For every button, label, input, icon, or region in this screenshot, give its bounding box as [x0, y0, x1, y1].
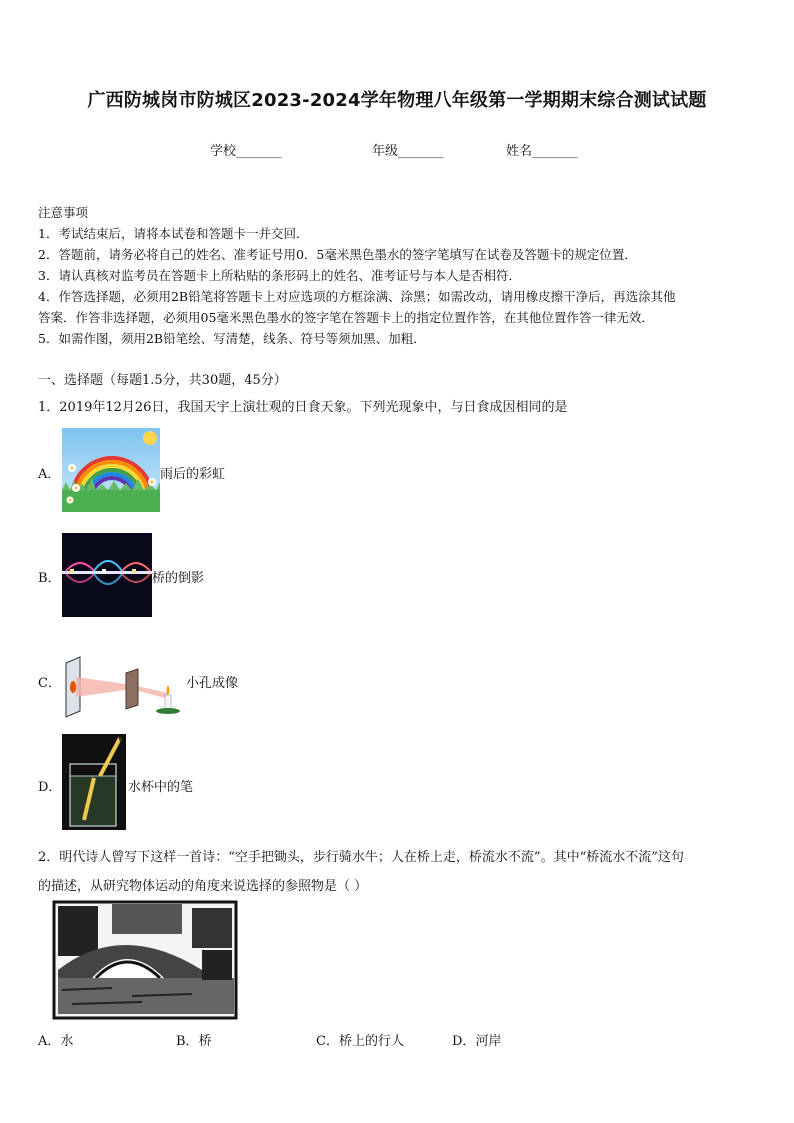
option-c-text: 小孔成像	[186, 676, 239, 691]
notes-item: 答案．作答非选择题，必须用05毫米黑色墨水的签字笔在答题卡上的指定位置作答，在其他位置作答一律无效．	[38, 310, 654, 325]
notes-item: 2．答题前，请务必将自己的姓名、准考证号用0．5毫米黑色墨水的签字笔填写在试卷及答题卡的规定位置．	[38, 247, 637, 262]
option-d-text: 水杯中的笔	[128, 780, 194, 795]
option-a-text: 雨后的彩虹	[160, 467, 226, 482]
q2-option-d-label: D．	[452, 1034, 476, 1049]
exam-title: 广西防城岗市防城区2023-2024学年物理八年级第一学期期末综合测试试题	[87, 90, 707, 111]
q2-option-c	[316, 1030, 404, 1049]
q2-option-a-label: A．	[38, 1034, 61, 1049]
name-field: 姓名_______	[506, 144, 578, 159]
notes-item: 5．如需作图，须用2B铅笔绘、写清楚，线条、符号等须加黑、加粗．	[38, 331, 426, 346]
question-1-stem: 1．2019年12月26日，我国天宇上演壮观的日食天象。下列光现象中，与日食成因相同的是	[38, 400, 568, 415]
q2-option-b-text: 桥	[198, 1034, 212, 1049]
notes-item: 4．作答选择题，必须用2B铅笔将答题卡上对应选项的方框涂满、涂黑；如需改动，请用橡皮擦干净后，再选涂其他	[38, 289, 676, 304]
question-2-stem-line1: 2．明代诗人曾写下这样一首诗：“空手把锄头，步行骑水牛；人在桥上走，桥流水不流”。其中“桥流水不流”这句	[38, 850, 684, 865]
stone-bridge-image	[52, 900, 238, 1020]
section-heading: 一、选择题（每题1.5分，共30题，45分）	[38, 373, 287, 388]
q2-option-b	[176, 1030, 212, 1049]
q2-option-b-label: B．	[176, 1034, 199, 1049]
notes-item: 3．请认真核对监考员在答题卡上所粘贴的条形码上的姓名、准考证号与本人是否相符．	[38, 268, 521, 283]
option-d-label: D．	[38, 780, 62, 795]
question-2-stem-line2: 的描述，从研究物体运动的角度来说选择的参照物是（ ）	[38, 879, 368, 894]
pencil-in-cup-image	[62, 734, 126, 830]
q2-option-d	[452, 1030, 501, 1049]
notes-heading: 注意事项	[38, 205, 89, 220]
school-field: 学校_______	[210, 144, 282, 159]
q2-option-a	[38, 1030, 73, 1049]
q2-option-d-text: 河岸	[475, 1034, 502, 1049]
q2-option-a-text: 水	[60, 1034, 74, 1049]
pinhole-image	[62, 655, 182, 720]
q2-option-c-text: 桥上的行人	[338, 1034, 404, 1049]
rainbow-image	[62, 428, 160, 512]
option-b-label: B．	[38, 571, 61, 586]
option-a-label: A．	[38, 467, 61, 482]
grade-field: 年级_______	[372, 144, 444, 159]
notes-item: 1．考试结束后，请将本试卷和答题卡一并交回．	[38, 226, 309, 241]
q2-option-c-label: C．	[316, 1034, 339, 1049]
bridge-reflection-image	[62, 533, 152, 617]
option-c-label: C．	[38, 676, 61, 691]
option-b-text: 桥的倒影	[152, 571, 205, 586]
